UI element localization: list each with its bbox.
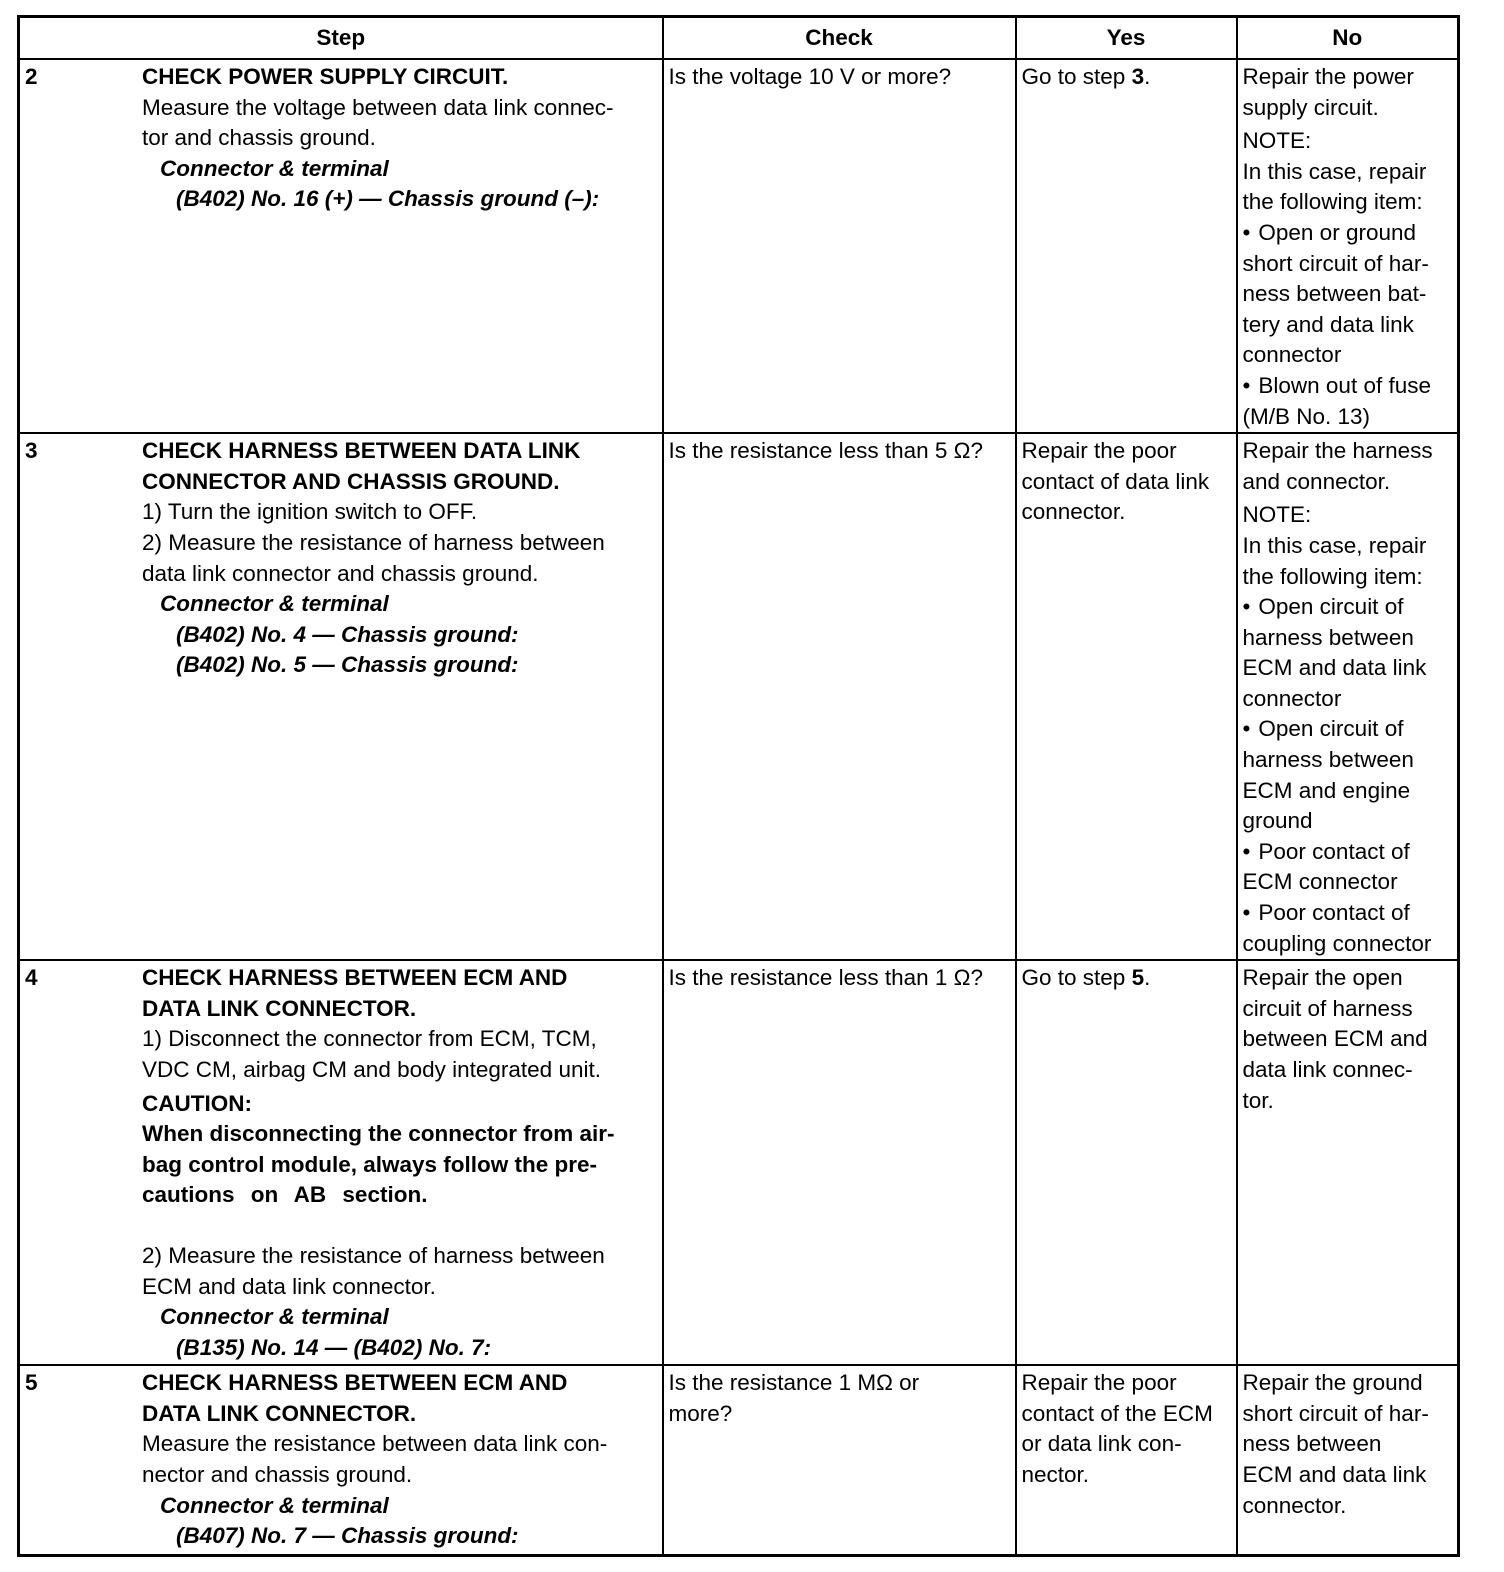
list-item-cont: connector <box>1242 685 1342 711</box>
procedure-step: ECM and data link connector. <box>142 1273 436 1299</box>
yes-action: contact of data link <box>1021 468 1210 494</box>
table-row-step-3 <box>19 433 1459 960</box>
no-action: connector. <box>1242 1492 1347 1518</box>
note-intro: In this case, repair <box>1242 158 1427 184</box>
procedure-step: 2) Measure the resistance of harness between <box>142 529 605 555</box>
step-cell <box>19 1365 663 1555</box>
connector-terminal-label: Connector & terminal <box>160 591 389 617</box>
step-title: CONNECTOR AND CHASSIS GROUND. <box>142 468 560 494</box>
step-cell <box>19 960 663 1365</box>
connector-terminal-label: Connector & terminal <box>160 1304 389 1330</box>
check-question: Is the resistance 1 MΩ or <box>668 1370 920 1396</box>
header-step: Step <box>19 17 663 60</box>
list-item: • Open circuit of <box>1243 592 1453 623</box>
yes-action: contact of the ECM <box>1021 1400 1213 1426</box>
yes-step-link[interactable]: 5 <box>1131 965 1145 991</box>
no-action: and connector. <box>1242 468 1391 494</box>
check-cell <box>663 1365 1016 1555</box>
caution-text: cautions on AB section. <box>142 1182 428 1208</box>
yes-action: Repair the poor <box>1021 438 1177 464</box>
list-item: • Open circuit of <box>1243 714 1453 745</box>
connector-terminal-spec: (B402) No. 16 (+) — Chassis ground (–): <box>176 186 600 212</box>
step-number: 4 <box>25 965 38 991</box>
step-title: DATA LINK CONNECTOR. <box>142 1400 417 1426</box>
step-description: nector and chassis ground. <box>142 1462 413 1487</box>
no-cell <box>1237 59 1459 433</box>
procedure-step: 1) Turn the ignition switch to OFF. <box>142 499 478 525</box>
yes-cell <box>1016 433 1237 960</box>
list-item-cont: ECM connector <box>1242 869 1398 895</box>
list-item-cont: ness between bat- <box>1242 281 1427 307</box>
header-yes: Yes <box>1016 17 1237 60</box>
no-action: ECM and data link <box>1242 1462 1427 1487</box>
list-item-cont: ground <box>1242 808 1313 834</box>
connector-terminal-label: Connector & terminal <box>160 1492 389 1518</box>
connector-terminal-spec: (B402) No. 5 — Chassis ground: <box>176 652 519 678</box>
step-description: tor and chassis ground. <box>142 125 376 151</box>
check-question: Is the voltage 10 V or more? <box>668 64 952 89</box>
yes-step-link[interactable]: 3 <box>1131 64 1145 89</box>
caution-label: CAUTION: <box>142 1090 252 1116</box>
check-question: more? <box>668 1400 733 1426</box>
list-item: • Poor contact of <box>1243 837 1453 868</box>
table-row-step-5 <box>19 1365 1459 1555</box>
caution-text: bag control module, always follow the pre- <box>142 1151 598 1177</box>
note-intro: the following item: <box>1242 563 1423 589</box>
connector-terminal-label: Connector & terminal <box>160 155 389 181</box>
step-number: 2 <box>25 64 38 89</box>
list-item: • Open or ground <box>1243 218 1453 249</box>
step-title: CHECK HARNESS BETWEEN ECM AND <box>142 965 568 991</box>
yes-prefix: Go to step <box>1021 64 1132 89</box>
yes-action: connector. <box>1021 499 1126 525</box>
procedure-step: VDC CM, airbag CM and body integrated unit. <box>142 1057 601 1082</box>
step-title: DATA LINK CONNECTOR. <box>142 995 417 1021</box>
step-title: CHECK HARNESS BETWEEN ECM AND <box>142 1370 568 1396</box>
list-item-cont: (M/B No. 13) <box>1242 403 1371 429</box>
yes-cell <box>1016 960 1237 1365</box>
yes-action: or data link con- <box>1021 1431 1182 1457</box>
list-item: • Poor contact of <box>1243 898 1453 929</box>
check-cell <box>663 960 1016 1365</box>
header-check: Check <box>663 17 1016 60</box>
procedure-step: 1) Disconnect the connector from ECM, TCM, <box>142 1026 597 1052</box>
no-action: Repair the harness <box>1242 438 1433 464</box>
connector-terminal-spec: (B402) No. 4 — Chassis ground: <box>176 621 519 647</box>
no-action: tor. <box>1242 1087 1274 1113</box>
yes-action: nector. <box>1021 1462 1090 1487</box>
yes-cell <box>1016 1365 1237 1555</box>
yes-suffix: . <box>1144 64 1151 89</box>
procedure-step: data link connector and chassis ground. <box>142 560 539 586</box>
connector-terminal-spec: (B135) No. 14 — (B402) No. 7: <box>176 1334 492 1360</box>
no-cell <box>1237 1365 1459 1555</box>
list-item-cont: ECM and data link <box>1242 655 1427 681</box>
procedure-step: 2) Measure the resistance of harness between <box>142 1242 605 1268</box>
no-cell <box>1237 433 1459 960</box>
no-action: data link connec- <box>1242 1057 1413 1082</box>
list-item: • Blown out of fuse <box>1243 371 1453 402</box>
check-cell <box>663 59 1016 433</box>
diagnostic-table <box>17 15 1460 1557</box>
check-question: Is the resistance less than 1 Ω? <box>668 965 983 991</box>
list-item-cont: harness between <box>1242 747 1414 773</box>
header-row <box>19 17 1459 60</box>
caution-text: When disconnecting the connector from air- <box>142 1121 615 1147</box>
no-action: short circuit of har- <box>1242 1400 1429 1426</box>
no-action: supply circuit. <box>1242 94 1379 120</box>
yes-action: Repair the poor <box>1021 1370 1177 1396</box>
note-label: NOTE: <box>1242 128 1312 154</box>
no-action: Repair the open <box>1242 965 1403 991</box>
list-item-cont: short circuit of har- <box>1242 250 1429 276</box>
no-action: circuit of harness <box>1242 995 1413 1021</box>
list-item-cont: tery and data link <box>1242 311 1414 337</box>
step-title: CHECK POWER SUPPLY CIRCUIT. <box>142 64 509 89</box>
spacer <box>142 1211 657 1241</box>
list-item-cont: coupling connector <box>1242 930 1432 956</box>
check-question: Is the resistance less than 5 Ω? <box>668 438 983 464</box>
no-action: between ECM and <box>1242 1026 1428 1052</box>
no-action: Repair the power <box>1242 64 1414 89</box>
step-title: CHECK HARNESS BETWEEN DATA LINK <box>142 438 581 464</box>
list-item-cont: harness between <box>1242 624 1414 650</box>
header-no: No <box>1237 17 1459 60</box>
yes-prefix: Go to step <box>1021 965 1132 991</box>
note-intro: In this case, repair <box>1242 532 1427 558</box>
no-action: Repair the ground <box>1242 1370 1423 1396</box>
connector-terminal-spec: (B407) No. 7 — Chassis ground: <box>176 1523 519 1549</box>
list-item-cont: ECM and engine <box>1242 777 1411 803</box>
list-item-cont: connector <box>1242 342 1342 368</box>
table-row-step-2 <box>19 59 1459 433</box>
check-cell <box>663 433 1016 960</box>
no-action: ness between <box>1242 1431 1382 1457</box>
yes-cell <box>1016 59 1237 433</box>
no-cell <box>1237 960 1459 1365</box>
note-intro: the following item: <box>1242 189 1423 215</box>
step-description: Measure the voltage between data link connec- <box>142 94 614 120</box>
step-cell <box>19 433 663 960</box>
table-row-step-4 <box>19 960 1459 1365</box>
note-label: NOTE: <box>1242 502 1312 528</box>
step-cell <box>19 59 663 433</box>
step-number: 5 <box>25 1370 38 1396</box>
step-description: Measure the resistance between data link con- <box>142 1431 608 1457</box>
step-number: 3 <box>25 438 38 464</box>
yes-suffix: . <box>1144 965 1151 991</box>
